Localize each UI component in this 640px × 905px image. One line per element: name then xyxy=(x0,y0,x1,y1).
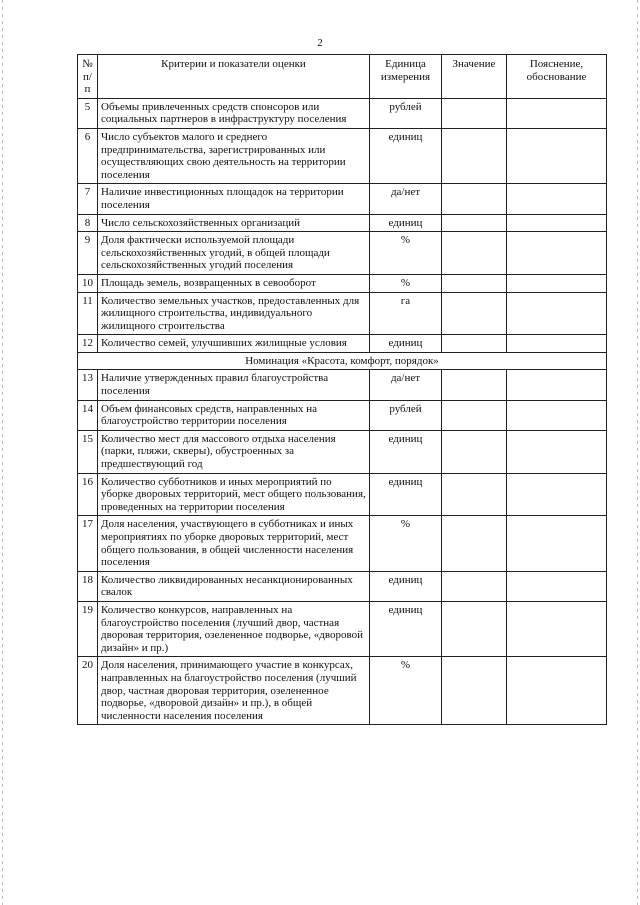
row-unit: % xyxy=(370,657,442,725)
row-unit: единиц xyxy=(370,214,442,232)
table-row xyxy=(78,335,607,353)
row-unit: единиц xyxy=(370,473,442,516)
header-unit: Единица измерения xyxy=(370,55,442,99)
row-criteria: Площадь земель, возвращенных в севооборот xyxy=(98,274,370,292)
row-criteria: Наличие утвержденных правил благоустройства поселения xyxy=(98,370,370,400)
row-note xyxy=(507,601,607,656)
row-unit: % xyxy=(370,516,442,571)
table-header-row xyxy=(78,55,607,99)
row-value xyxy=(442,214,507,232)
row-unit: рублей xyxy=(370,400,442,430)
row-value xyxy=(442,98,507,128)
scan-edge-left xyxy=(2,0,3,905)
row-criteria: Количество земельных участков, предоставленных для жилищного строительства, индивидуального жилищного строительства xyxy=(98,292,370,335)
nomination-title: Номинация «Красота, комфорт, порядок» xyxy=(78,352,607,370)
row-criteria: Число субъектов малого и среднего предпринимательства, зарегистрированных или осуществляющих свою деятельность на территории поселения xyxy=(98,128,370,183)
row-note xyxy=(507,430,607,473)
row-number: 6 xyxy=(78,128,98,183)
row-number: 10 xyxy=(78,274,98,292)
row-value xyxy=(442,128,507,183)
header-note: Пояснение, обоснование xyxy=(507,55,607,99)
header-value: Значение xyxy=(442,55,507,99)
row-number: 11 xyxy=(78,292,98,335)
table-row xyxy=(78,370,607,400)
table-row xyxy=(78,430,607,473)
row-number: 19 xyxy=(78,601,98,656)
row-criteria: Доля населения, участвующего в субботниках и иных мероприятиях по уборке дворовых территорий, мест общего пользования, в общей численности населения поселения xyxy=(98,516,370,571)
row-note xyxy=(507,400,607,430)
row-unit: % xyxy=(370,274,442,292)
row-criteria: Доля фактически используемой площади сельскохозяйственных угодий, в общей площади сельскохозяйственных угодий поселения xyxy=(98,232,370,275)
row-number: 8 xyxy=(78,214,98,232)
row-number: 5 xyxy=(78,98,98,128)
row-value xyxy=(442,274,507,292)
row-criteria: Наличие инвестиционных площадок на территории поселения xyxy=(98,184,370,214)
table-row xyxy=(78,400,607,430)
table-row xyxy=(78,274,607,292)
row-note xyxy=(507,657,607,725)
row-unit: единиц xyxy=(370,430,442,473)
row-value xyxy=(442,335,507,353)
row-note xyxy=(507,214,607,232)
table-row xyxy=(78,214,607,232)
row-note xyxy=(507,473,607,516)
table-row xyxy=(78,601,607,656)
row-value xyxy=(442,184,507,214)
row-note xyxy=(507,370,607,400)
table-body-comfort xyxy=(78,370,607,725)
table-row xyxy=(78,98,607,128)
row-unit: % xyxy=(370,232,442,275)
row-note xyxy=(507,571,607,601)
row-number: 13 xyxy=(78,370,98,400)
row-criteria: Количество субботников и иных мероприятий по уборке дворовых территорий, мест общего пользования, проведенных на территории поселения xyxy=(98,473,370,516)
header-criteria: Критерии и показатели оценки xyxy=(98,55,370,99)
row-criteria: Количество мест для массового отдыха населения (парки, пляжи, скверы), обустроенных за предшествующий год xyxy=(98,430,370,473)
row-unit: да/нет xyxy=(370,184,442,214)
row-note xyxy=(507,292,607,335)
row-value xyxy=(442,370,507,400)
row-criteria: Число сельскохозяйственных организаций xyxy=(98,214,370,232)
table-body-economy xyxy=(78,98,607,352)
row-criteria: Количество семей, улучшивших жилищные условия xyxy=(98,335,370,353)
row-number: 14 xyxy=(78,400,98,430)
scan-edge-right xyxy=(637,0,638,905)
row-unit: га xyxy=(370,292,442,335)
row-note xyxy=(507,184,607,214)
row-value xyxy=(442,232,507,275)
row-unit: единиц xyxy=(370,601,442,656)
row-criteria: Объемы привлеченных средств спонсоров или социальных партнеров в инфраструктуру поселения xyxy=(98,98,370,128)
table-row xyxy=(78,657,607,725)
row-number: 17 xyxy=(78,516,98,571)
table-row xyxy=(78,292,607,335)
row-number: 7 xyxy=(78,184,98,214)
row-note xyxy=(507,98,607,128)
row-number: 15 xyxy=(78,430,98,473)
row-number: 18 xyxy=(78,571,98,601)
row-value xyxy=(442,571,507,601)
table-row xyxy=(78,184,607,214)
row-number: 12 xyxy=(78,335,98,353)
row-unit: единиц xyxy=(370,128,442,183)
row-criteria: Количество ликвидированных несанкционированных свалок xyxy=(98,571,370,601)
row-value xyxy=(442,292,507,335)
row-value xyxy=(442,400,507,430)
row-value xyxy=(442,657,507,725)
row-note xyxy=(507,274,607,292)
row-note xyxy=(507,232,607,275)
row-value xyxy=(442,473,507,516)
row-note xyxy=(507,335,607,353)
row-criteria: Объем финансовых средств, направленных на благоустройство территории поселения xyxy=(98,400,370,430)
row-unit: да/нет xyxy=(370,370,442,400)
table-row xyxy=(78,232,607,275)
table-row xyxy=(78,571,607,601)
table-row xyxy=(78,128,607,183)
row-value xyxy=(442,601,507,656)
row-note xyxy=(507,516,607,571)
row-number: 16 xyxy=(78,473,98,516)
row-criteria: Количество конкурсов, направленных на благоустройство поселения (лучший двор, частная дворовая территория, озелененное подворье, «дворовой дизайн» и пр.) xyxy=(98,601,370,656)
row-unit: рублей xyxy=(370,98,442,128)
page-number: 2 xyxy=(317,37,323,49)
row-unit: единиц xyxy=(370,335,442,353)
row-number: 9 xyxy=(78,232,98,275)
criteria-table xyxy=(77,54,607,725)
nomination-row xyxy=(78,352,607,370)
row-value xyxy=(442,516,507,571)
row-number: 20 xyxy=(78,657,98,725)
row-unit: единиц xyxy=(370,571,442,601)
table-row xyxy=(78,516,607,571)
header-num: № п/п xyxy=(78,55,98,99)
row-note xyxy=(507,128,607,183)
row-value xyxy=(442,430,507,473)
row-criteria: Доля населения, принимающего участие в конкурсах, направленных на благоустройство поселения (лучший двор, частная дворовая территория, озелененное подворье, «дворовой дизайн» и пр.), в общей численности населения поселения xyxy=(98,657,370,725)
table-row xyxy=(78,473,607,516)
